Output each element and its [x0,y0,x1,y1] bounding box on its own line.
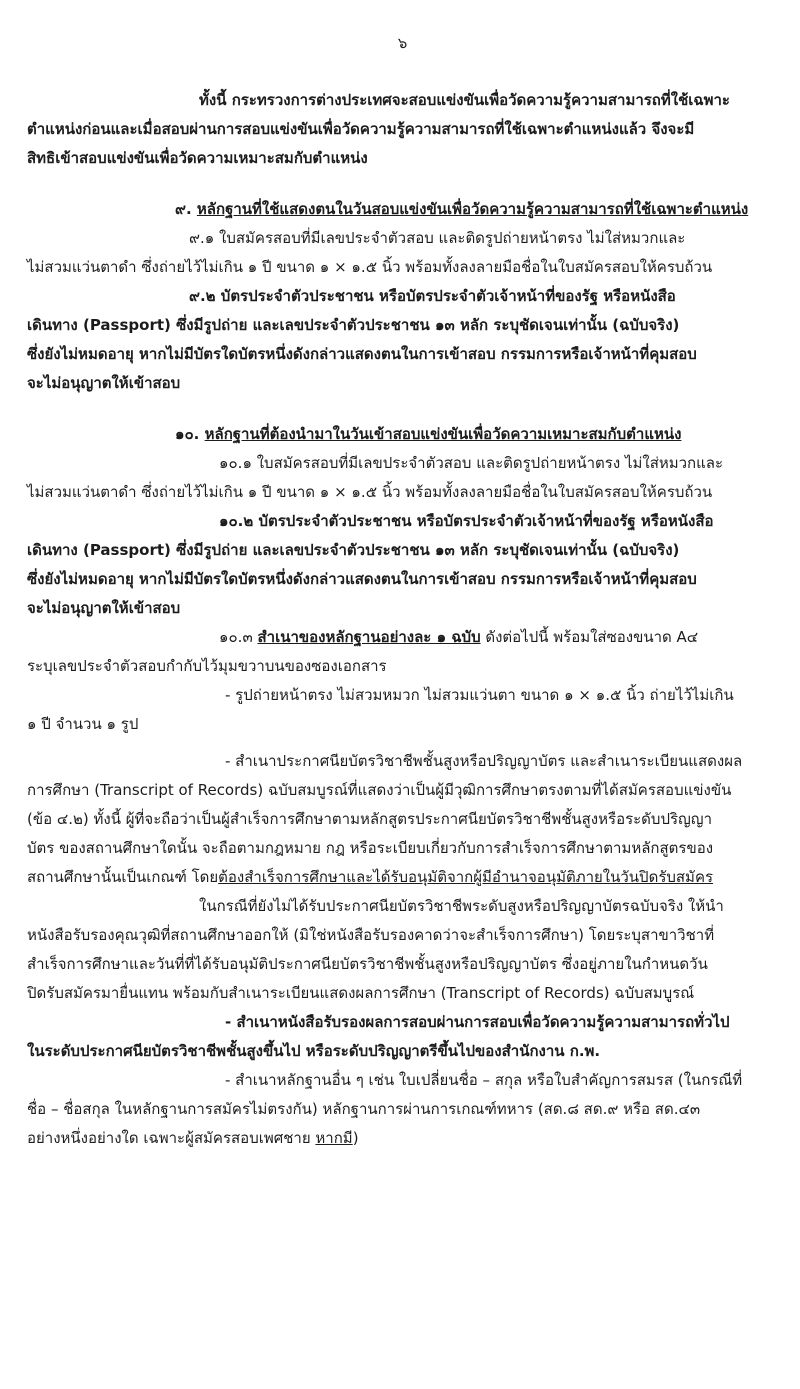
other-documents-underlined: หากมี [315,1129,353,1147]
section-9-heading [27,195,778,224]
section-10-item-1: ๑๐.๑ ใบสมัครสอบที่มีเลขประจำตัวสอบ และติดรูปถ่ายหน้าตรง ไม่ใส่หมวกและ [219,454,724,472]
certificate-item-cont: การศึกษา (Transcript of Records) ฉบับสมบูรณ์ที่แสดงว่าเป็นผู้มีวุฒิการศึกษาตรงตามที่ได้สมัครสอบแข่งขัน [27,781,732,799]
section-10-item-2: ๑๐.๒ บัตรประจำตัวประชาชน หรือบัตรประจำตัวเจ้าหน้าที่ของรัฐ หรือหนังสือ [219,512,714,530]
intro-line: ตำแหน่งก่อนและเมื่อสอบผ่านการสอบแข่งขันเพื่อวัดความรู้ความสามารถที่ใช้เฉพาะตำแหน่งแล้ว จึงจะมี [27,120,695,138]
certificate-item: - สำเนาประกาศนียบัตรวิชาชีพชั้นสูงหรือปริญญาบัตร และสำเนาระเบียนแสดงผล [225,752,743,770]
section-9 [27,195,778,398]
certificate-item-cont [27,863,778,892]
intro-line: ทั้งนี้ กระทรวงการต่างประเทศจะสอบแข่งขันเพื่อวัดความรู้ความสามารถที่ใช้เฉพาะ [199,91,730,109]
no-original-note: ในกรณีที่ยังไม่ได้รับประกาศนียบัตรวิชาชีพระดับสูงหรือปริญญาบัตรฉบับจริง ให้นำ [199,897,724,915]
no-original-note-cont: ปิดรับสมัครมายื่นแทน พร้อมกับสำเนาระเบียนแสดงผลการศึกษา (Transcript of Records) ฉบับสมบูรณ์ [27,984,695,1002]
ocsc-certificate-item: - สำเนาหนังสือรับรองผลการสอบผ่านการสอบเพื่อวัดความรู้ความสามารถทั่วไป [225,1013,730,1031]
section-10-heading [27,420,778,449]
page-number: ๖ [397,34,408,52]
section-9-number: ๙. [175,200,192,218]
section-9-item-2-cont: จะไม่อนุญาตให้เข้าสอบ [27,374,181,392]
item-3-title: สำเนาของหลักฐานอย่างละ ๑ ฉบับ [257,628,481,646]
no-original-note-cont: สำเร็จการศึกษาและวันที่ที่ได้รับอนุมัติประกาศนียบัตรวิชาชีพชั้นสูงหรือปริญญาบัตร ซึ่งอยู่ภายในกำหนดวัน [27,955,708,973]
section-10-item-2-cont: ซึ่งยังไม่หมดอายุ หากไม่มีบัตรใดบัตรหนึ่งดังกล่าวแสดงตนในการเข้าสอบ กรรมการหรือเจ้าหน้าที่คุมสอบ [27,570,697,588]
section-10-item-3-cont: ระบุเลขประจำตัวสอบกำกับไว้มุมขวาบนของซองเอกสาร [27,657,387,675]
section-10 [27,420,778,1153]
section-9-title: หลักฐานที่ใช้แสดงตนในวันสอบแข่งขันเพื่อวัดความรู้ความสามารถที่ใช้เฉพาะตำแหน่ง [196,200,749,218]
section-10-item-1-cont: ไม่สวมแว่นตาดำ ซึ่งถ่ายไว้ไม่เกิน ๑ ปี ขนาด ๑ × ๑.๕ นิ้ว พร้อมทั้งลงลายมือชื่อในใบสมัครสอบให้ครบถ้วน [27,483,713,501]
other-documents-item-cont: ชื่อ – ชื่อสกุล ในหลักฐานการสมัครไม่ตรงกัน) หลักฐานการผ่านการเกณฑ์ทหาร (สด.๘ สด.๙ หรือ สด.๔๓ [27,1100,701,1118]
other-documents-close: ) [352,1129,359,1147]
intro-paragraph [27,86,778,173]
section-10-title: หลักฐานที่ต้องนำมาในวันเข้าสอบแข่งขันเพื่อวัดความเหมาะสมกับตำแหน่ง [204,425,682,443]
section-10-item-3 [27,623,778,652]
other-documents-item: - สำเนาหลักฐานอื่น ๆ เช่น ใบเปลี่ยนชื่อ – สกุล หรือใบสำคัญการสมรส (ในกรณีที่ [225,1071,743,1089]
section-10-number: ๑๐. [175,425,200,443]
section-10-item-2-cont: จะไม่อนุญาตให้เข้าสอบ [27,599,181,617]
ocsc-certificate-item-cont: ในระดับประกาศนียบัตรวิชาชีพชั้นสูงขึ้นไป หรือระดับปริญญาตรีขึ้นไปของสำนักงาน ก.พ. [27,1042,601,1060]
no-original-note-cont: หนังสือรับรองคุณวุฒิที่สถานศึกษาออกให้ (มิใช่หนังสือรับรองคาดว่าจะสำเร็จการศึกษา) โดยระบุสาขาวิชาที่ [27,926,715,944]
certificate-text: สถานศึกษานั้นเป็นเกณฑ์ โดย [27,868,219,886]
intro-line: สิทธิเข้าสอบแข่งขันเพื่อวัดความเหมาะสมกับตำแหน่ง [27,149,368,167]
item-3-number: ๑๐.๓ [219,628,253,646]
section-9-item-1: ๙.๑ ใบสมัครสอบที่มีเลขประจำตัวสอบ และติดรูปถ่ายหน้าตรง ไม่ใส่หมวกและ [189,229,686,247]
other-documents-text: อย่างหนึ่งอย่างใด เฉพาะผู้สมัครสอบเพศชาย [27,1129,316,1147]
section-9-item-2-cont: เดินทาง (Passport) ซึ่งมีรูปถ่าย และเลขประจำตัวประชาชน ๑๓ หลัก ระบุชัดเจนเท่านั้น (ฉบับจริง) [27,316,680,334]
item-3-rest: ดังต่อไปนี้ พร้อมใส่ซองขนาด A๔ [480,628,699,646]
certificate-item-cont: บัตร ของสถานศึกษาใดนั้น จะถือตามกฎหมาย กฎ หรือระเบียบเกี่ยวกับการสำเร็จการศึกษาตามหลักสูตรของ [27,839,714,857]
section-9-item-1-cont: ไม่สวมแว่นตาดำ ซึ่งถ่ายไว้ไม่เกิน ๑ ปี ขนาด ๑ × ๑.๕ นิ้ว พร้อมทั้งลงลายมือชื่อในใบสมัครสอบให้ครบถ้วน [27,258,713,276]
photo-item-cont: ๑ ปี จำนวน ๑ รูป [27,715,139,733]
section-9-item-2-cont: ซึ่งยังไม่หมดอายุ หากไม่มีบัตรใดบัตรหนึ่งดังกล่าวแสดงตนในการเข้าสอบ กรรมการหรือเจ้าหน้าที่คุมสอบ [27,345,697,363]
photo-item: - รูปถ่ายหน้าตรง ไม่สวมหมวก ไม่สวมแว่นตา ขนาด ๑ × ๑.๕ นิ้ว ถ่ายไว้ไม่เกิน [225,686,734,704]
certificate-underlined-text: ต้องสำเร็จการศึกษาและได้รับอนุมัติจากผู้มีอำนาจอนุมัติภายในวันปิดรับสมัคร [218,868,714,886]
other-documents-item-cont [27,1124,778,1153]
section-10-item-2-cont: เดินทาง (Passport) ซึ่งมีรูปถ่าย และเลขประจำตัวประชาชน ๑๓ หลัก ระบุชัดเจนเท่านั้น (ฉบับจริง) [27,541,680,559]
certificate-item-cont: (ข้อ ๔.๒) ทั้งนี้ ผู้ที่จะถือว่าเป็นผู้สำเร็จการศึกษาตามหลักสูตรประกาศนียบัตรวิชาชีพชั้นสูงหรือระดับปริญญา [27,810,713,828]
section-9-item-2: ๙.๒ บัตรประจำตัวประชาชน หรือบัตรประจำตัวเจ้าหน้าที่ของรัฐ หรือหนังสือ [189,287,676,305]
